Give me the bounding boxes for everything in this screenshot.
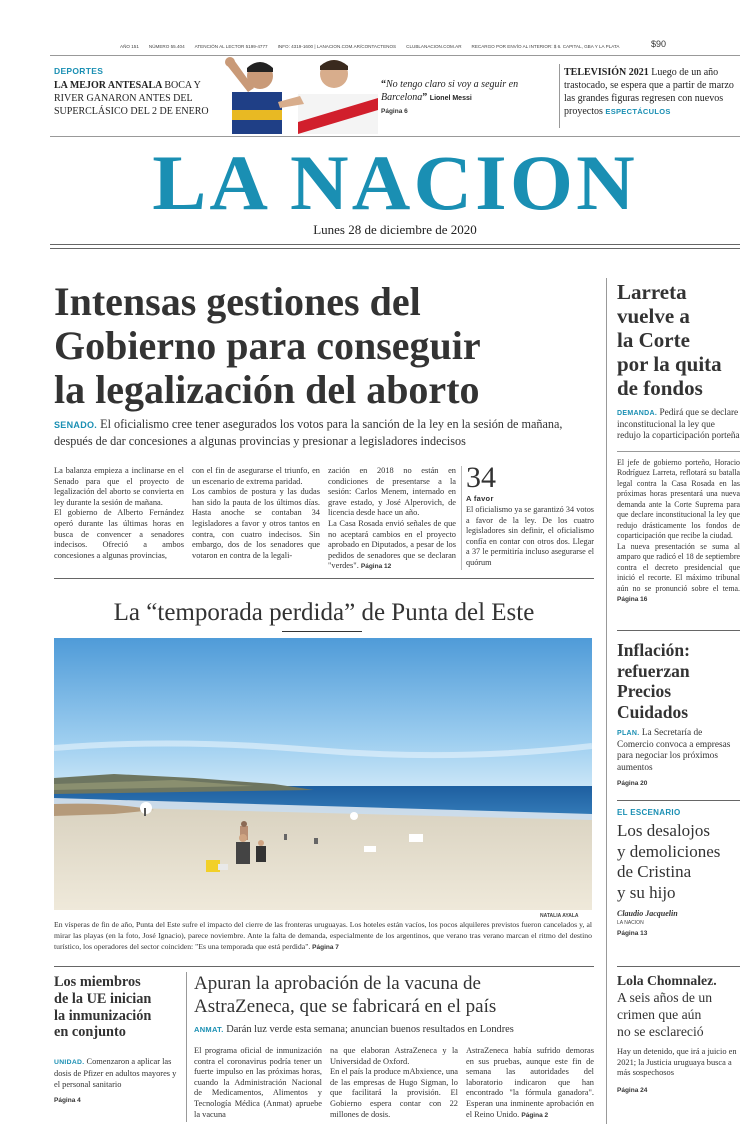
quote-text: No tengo claro si voy a seguir en Barcelona [381,79,519,103]
chomnalez-headline-line-4: no se esclareció [617,1024,704,1039]
story-inflacion[interactable] [617,640,740,787]
sports-tag: DEPORTES [54,66,104,76]
lead-col-2: con el fin de asegurarse el triunfo, en un escenario de extrema paridad. Los cambios de postura y las dudas han sido la pauta de los últimos días. Hasta anoche se contaban 34 legisladores a favor y otros tantos en contra, con cuatro indecisos. Sin embargo, dos de los senadores que votaron en contra de la legali- [192,466,320,560]
inflacion-deck [617,728,740,774]
inflacion-page: Página 20 [617,780,648,788]
larreta-body [617,458,740,606]
story-chomnalez[interactable] [617,972,740,1094]
teaser-quote[interactable] [381,78,556,115]
lead-col-3-page: Página 12 [360,563,392,571]
larreta-headline-line-4: por la quita [617,352,722,376]
story-larreta[interactable] [617,280,740,606]
stat-number: 34 [466,461,496,494]
photo-headline[interactable] [54,598,594,628]
sports-kicker: LA MEJOR ANTESALA [54,80,162,91]
story-escenario[interactable] [617,808,740,937]
astra-col-1: El programa oficial de inmunización contra el coronavirus podría tener un fuerte impulso en las próximas horas, cuando la Administración Nacional de Medicamentos, Alimentos y Tecnología Médica (Anmat) apruebe la vacuna [194,1046,322,1119]
escenario-headline-line-1: Los desalojos [617,821,711,840]
larreta-tag: DEMANDA. [617,410,658,417]
ue-tag: UNIDAD. [54,1059,85,1067]
tv-text: Luego de un año trastocado, se espera que a partir de marzo las grandes figuras regresen con nuevos proyectos [564,67,734,117]
astra-deck [194,1023,594,1036]
stat-text: El oficialismo ya se garantizó 34 votos a favor de la ley. De los cuatro legisladores sin definir, el oficialismo confía en contar con otros dos. Llegar a 37 le permitiría incluso asegurarse el quórum [466,505,594,567]
photo-headline-quote: “temporada perdida” [146,599,356,626]
lead-col-3-text: zación en 2018 no están en condiciones de presentarse a la sesión: Carlos Menem, internado en grave estado, y José Alperovich, de licencia desde hace un año. La Casa Rosada envió señales de que no aceptará cambios en el proyecto aprobado en Diputados, a pesar de los pedidos de senadores que se declaran "verdes". [328,466,456,571]
larreta-deck-text: Pedirá que se declare inconstitucional la ley que redujo la coparticipación porteña [617,408,740,442]
tv-kicker: TELEVISIÓN 2021 [564,67,649,78]
ue-headline-line-1: Los miembros [54,974,141,990]
astra-tag: ANMAT. [194,1025,224,1034]
lead-headline[interactable] [54,280,594,412]
top-info-bar [120,40,680,52]
chomnalez-headline-line-3: crimen que aún [617,1007,702,1022]
larreta-headline-line-1: Larreta [617,280,687,304]
photo-headline-post: de Punta del Este [355,599,535,626]
inflacion-tag: PLAN. [617,730,640,737]
quote-open: “ [381,79,386,90]
astra-headline-line-2: AstraZeneca, que se fabricará en el país [194,996,497,1017]
inflacion-deck-text: La Secretaría de Comercio convoca a empresas para negociar los próximos aumentos [617,728,731,773]
escenario-headline [617,821,740,903]
stat-label: A favor [466,494,494,503]
teaser-sports[interactable] [54,66,224,118]
lead-headline-line-3: la legalización del aborto [54,367,480,412]
inflacion-headline [617,640,740,722]
info-reader: ATENCIÓN AL LECTOR 5199-4777 [194,43,268,49]
sports-text: BOCA Y RIVER GANARON ANTES DEL SUPERCLÁSICO DEL 2 DE ENERO [54,80,209,117]
photo-caption-text: En vísperas de fin de año, Punta del Este sufre el impacto del cierre de las fronteras uruguayas. Los hoteles están vacíos, los pocos alquileres previstos fueron cancelados y, al mirar las playas (en la foto, José Ignacio), parece noviembre. Ante la falta de demanda, especialmente de los argentinos, que verano tras verano marcan el ritmo del destino turístico, los operadores del sector coinciden: "Es una temporada que está perdida". [54,920,592,951]
inflacion-headline-line-4: Cuidados [617,701,689,722]
ue-headline-line-2: de la UE inician [54,990,152,1007]
lead-col-1: La balanza empieza a inclinarse en el Senado para que el proyecto de legalización del aborto se convierta en ley durante la sesión de mañana. El gobierno de Alberto Fernández operó durante las últimas horas en busca de convencer a senadores indecisos. Ofreció a ambos concesiones a algunas provincias, [54,466,184,560]
photo-caption-page: Página 7 [312,943,339,951]
larreta-page: Página 16 [617,596,648,604]
info-surcharge: RECARGO POR ENVÍO AL INTERIOR: $ 6. CAPITAL, GBA Y LA PLATA [471,43,620,49]
story-ue[interactable] [54,974,182,1104]
ue-headline-line-4: en conjunto [54,1024,126,1041]
chomnalez-headline-line-1: Lola Chomnalez. [617,973,717,988]
quote-close: ” [422,92,428,103]
players-photo [218,52,378,134]
ue-deck [54,1057,182,1090]
larreta-body-text: El jefe de gobierno porteño, Horacio Rodríguez Larreta, reflotará su batalla legal contra la Casa Rosada en las próximas horas presentará una nueva demanda ante la Corte Suprema para que declare inconstitucional la ley que redujo drásticamente los fondos de coparticipación que recibe la ciudad. La nueva presentación se suma al amparo que radicó el 18 de septiembre contra el decreto presidencial que inició el recorte. El máximo tribunal aún no se pronunció sobre el tema. [617,457,740,593]
stat-box [466,462,594,569]
beach-photo [54,638,592,910]
lead-col-3 [328,466,456,573]
astra-page: Página 2 [521,1111,549,1119]
info-contact: INFO: 4319-1600 | LANACION.COM.AR/CONTACTENOS [277,43,397,49]
larreta-headline [617,280,740,400]
price: $90 [651,39,667,49]
photo-caption [54,920,592,953]
escenario-tag: EL ESCENARIO [617,808,681,817]
escenario-headline-line-4: y su hijo [617,882,676,902]
inflacion-headline-line-2: refuerzan [617,660,690,681]
escenario-headline-line-2: y demoliciones [617,841,721,861]
astra-col-3-text: AstraZeneca había sufrido demoras en sus pruebas, aunque este fin de semana las autoridades del laboratorio indicaron que han encontrado "la fórmula ganadora". Esperan una inminente aprobación en el Reino Unido. [466,1046,594,1119]
teaser-tv[interactable] [564,66,740,118]
photo-headline-pre: La [113,599,147,626]
lead-headline-line-1: Intensas gestiones del [54,279,421,324]
escenario-page: Página 13 [617,930,648,937]
astra-deck-text: Darán luz verde esta semana; anuncian buenos resultados en Londres [226,1024,514,1035]
escenario-headline-line-3: de Cristina [617,862,692,881]
chomnalez-headline [617,972,740,1040]
escenario-outlet: LA NACION [617,920,644,926]
photo-credit: NATALIA AYALA [540,913,579,919]
chomnalez-headline-line-2: A seis años de un [617,990,713,1005]
ue-deck-text: Comenzaron a aplicar las dosis de Pfizer en adultos mayores y el personal sanitario [54,1057,177,1089]
ue-headline [54,974,182,1041]
masthead-title[interactable]: LA NACION [152,139,638,226]
larreta-headline-line-2: vuelve a [617,304,690,328]
chomnalez-deck: Hay un detenido, que irá a juicio en 2021; la Justicia uruguaya busca a más sospechosos [617,1047,737,1078]
astra-col-2: na que elaboran AstraZeneca y la Universidad de Oxford. En el país la produce mAbxience, una de las empresas de Hugo Sigman, lo que facilitará la provisión. El Gobierno espera contar con 22 millones de dosis. [330,1046,458,1119]
astra-headline-line-1: Apuran la aprobación de la vacuna de [194,973,481,994]
info-number: NÚMERO 55.404 [148,43,185,49]
chomnalez-page: Página 24 [617,1087,648,1095]
astra-col-3 [466,1046,594,1121]
ue-headline-line-3: la inmunización [54,1007,152,1024]
quote-page: Página 6 [381,108,408,115]
lead-headline-line-2: Gobierno para conseguir [54,323,481,368]
tv-section: ESPECTÁCULOS [605,107,671,116]
lead-deck [54,416,592,449]
larreta-headline-line-5: de fondos [617,376,703,400]
ue-page: Página 4 [54,1097,81,1105]
inflacion-headline-line-1: Inflación: [617,640,690,660]
quote-author: Lionel Messi [429,95,472,102]
lead-deck-text: El oficialismo cree tener asegurados los votos para la sanción de la ley en la sesión de mañana, después de dar concesiones a algunas provincias y presionar a legisladores indecisos [54,417,563,448]
inflacion-headline-line-3: Precios [617,681,672,701]
info-year: AÑO 151 [120,43,139,49]
masthead-date: Lunes 28 de diciembre de 2020 [313,222,477,237]
info-club: CLUBLANACION.COM.AR [406,43,462,49]
story-astrazeneca[interactable] [194,972,594,1036]
lead-tag: SENADO. [54,420,98,430]
larreta-deck [617,408,740,443]
escenario-author: Claudio Jacquelin [617,909,678,918]
astra-headline [194,972,594,1018]
larreta-headline-line-3: la Corte [617,328,690,352]
